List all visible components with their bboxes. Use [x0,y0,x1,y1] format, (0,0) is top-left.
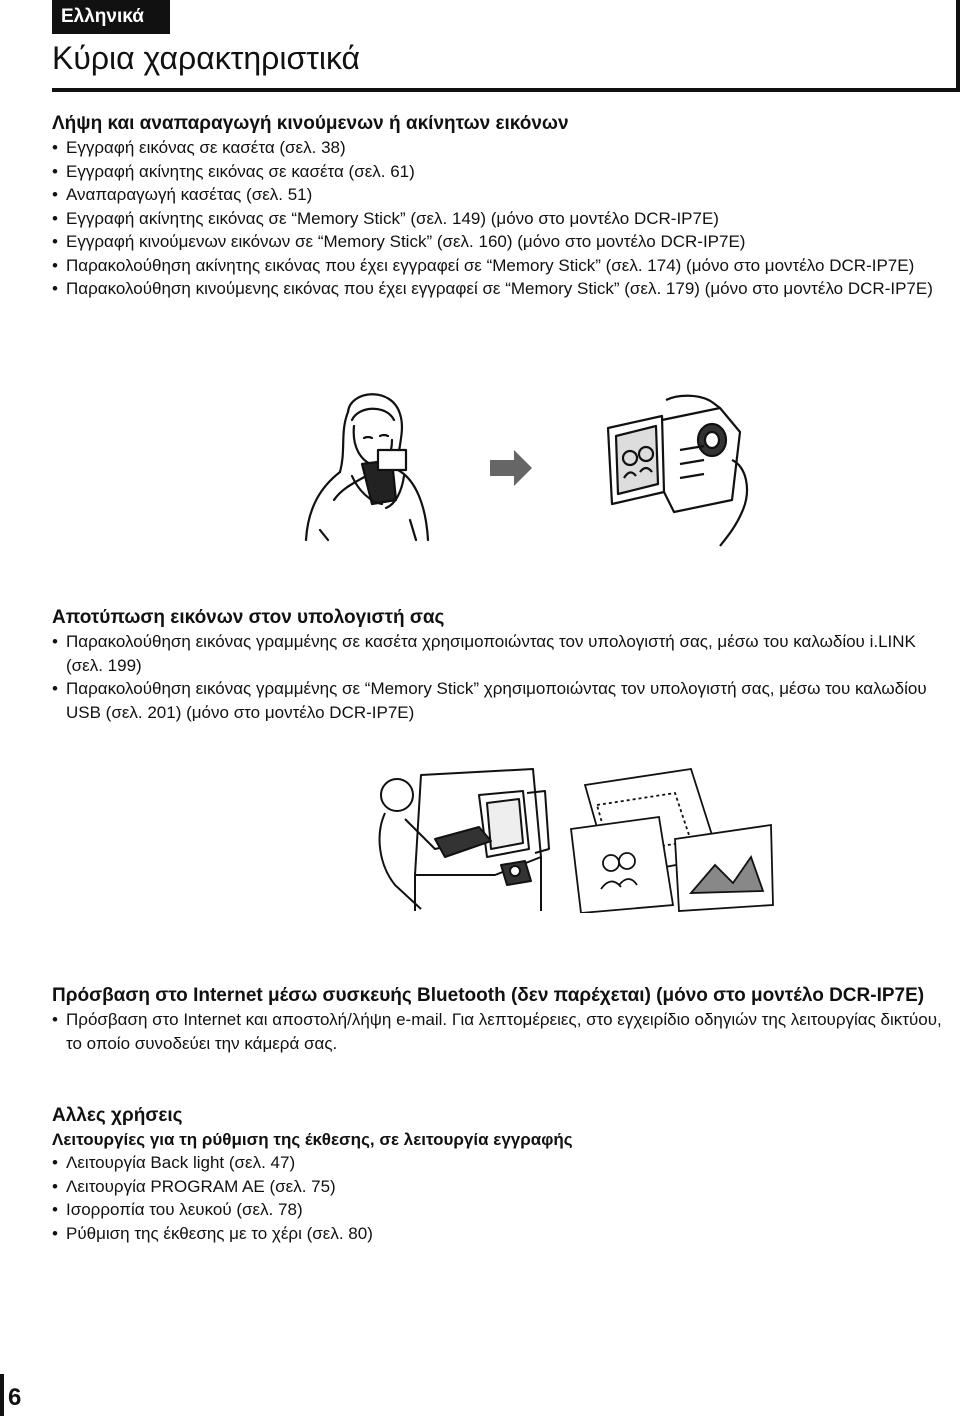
feature-list [52,630,952,724]
list-item: • Παρακολούθηση κινούμενης εικόνας που έχει εγγραφεί σε “Memory Stick” (σελ. 179) (μόνο στο μοντέλο DCR-IP7E) [52,277,952,301]
camcorder-icon [608,396,747,546]
arrow-right-icon [490,450,532,486]
person-filming-icon [306,394,428,540]
list-item: • Ρύθμιση της έκθεσης με το χέρι (σελ. 80) [52,1222,952,1246]
section-internet [52,984,952,1055]
section-heading: Λήψη και αναπαραγωγή κινούμενων ή ακίνητων εικόνων [52,113,569,134]
computer-setup-icon [380,769,549,911]
list-item: • Εγγραφή ακίνητης εικόνας σε κασέτα (σελ. 61) [52,160,952,184]
feature-list [52,1008,952,1055]
section-other-uses [52,1104,952,1245]
section-heading: Αλλες χρήσεις [52,1105,183,1126]
list-item: • Ισορροπία του λευκού (σελ. 78) [52,1198,952,1222]
feature-list [52,1151,952,1245]
list-item: • Παρακολούθηση ακίνητης εικόνας που έχει εγγραφεί σε “Memory Stick” (σελ. 174) (μόνο στο μοντέλο DCR-IP7E) [52,254,952,278]
list-item: • Πρόσβαση στο Internet και αποστολή/λήψη e-mail. Για λεπτομέρειες, στο εγχειρίδιο οδηγιών της λειτουργίας δικτύου, το οποίο συνοδεύει την κάμερά σας. [52,1008,952,1055]
edge-bar [0,1374,4,1416]
language-tab: Ελληνικά [52,0,170,34]
list-item: • Αναπαραγωγή κασέτας (σελ. 51) [52,183,952,207]
title-rule [52,88,960,92]
page-number: 6 [8,1384,22,1411]
recording-illustration [300,380,760,550]
list-item: • Εγγραφή ακίνητης εικόνας σε “Memory Stick” (σελ. 149) (μόνο στο μοντέλο DCR-IP7E) [52,207,952,231]
list-item: • Λειτουργία PROGRAM AE (σελ. 75) [52,1175,952,1199]
page-title: Κύρια χαρακτηριστικά [52,40,361,76]
list-item: • Εγγραφή κινούμενων εικόνων σε “Memory Stick” (σελ. 160) (μόνο στο μοντέλο DCR-IP7E) [52,230,952,254]
list-item: • Παρακολούθηση εικόνας γραμμένης σε κασέτα χρησιμοποιώντας τον υπολογιστή σας, μέσω του καλωδίου i.LINK (σελ. 199) [52,630,952,677]
list-item: • Παρακολούθηση εικόνας γραμμένης σε “Memory Stick” χρησιμοποιώντας τον υπολογιστή σας, μέσω του καλωδίου USB (σελ. 201) (μόνο στο μοντέλο DCR-IP7E) [52,677,952,724]
list-item: • Λειτουργία Back light (σελ. 47) [52,1151,952,1175]
section-subheading: Λειτουργίες για τη ρύθμιση της έκθεσης, σε λειτουργία εγγραφής [52,1130,573,1149]
section-computer [52,606,952,724]
section-heading: Αποτύπωση εικόνων στον υπολογιστή σας [52,607,445,628]
feature-list [52,136,952,301]
edge-bar [956,0,960,90]
list-item: • Εγγραφή εικόνας σε κασέτα (σελ. 38) [52,136,952,160]
printouts-icon [571,769,773,913]
section-recording-playback [52,112,952,301]
section-heading: Πρόσβαση στο Internet μέσω συσκευής Bluetooth (δεν παρέχεται) (μόνο στο μοντέλο DCR-IP7E) [52,985,925,1006]
computer-illustration [375,765,775,913]
